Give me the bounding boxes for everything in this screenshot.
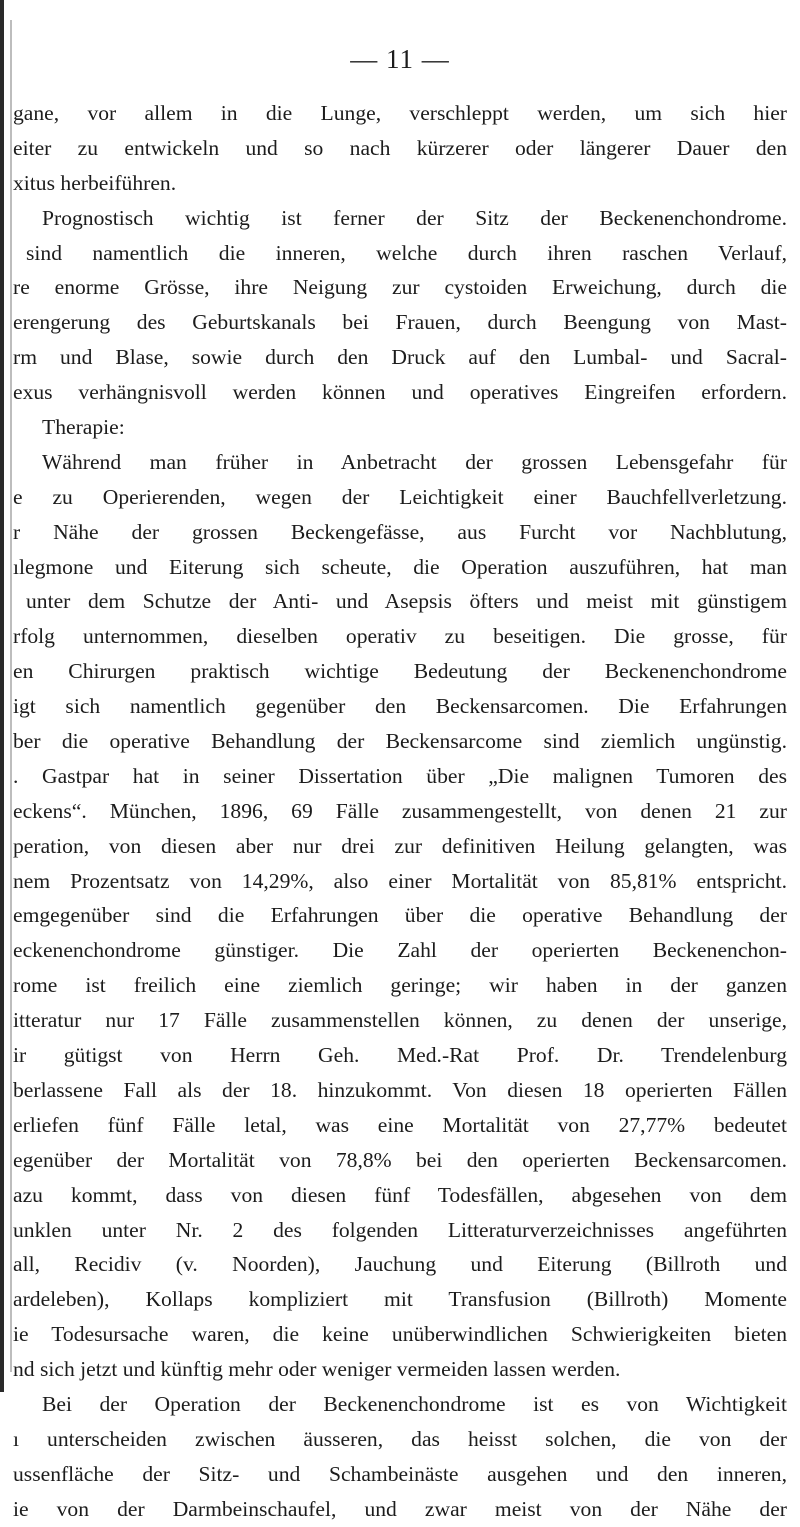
text-line: xitus herbeiführen. [13,170,177,195]
page-number-header: — 11 — [350,44,450,74]
text-line: peration, von diesen aber nur drei zur definitiven Heilung gelangten, was [13,833,787,858]
text-line: e zu Operierenden, wegen der Leichtigkeit einer Bauchfellverletzung. [13,484,787,509]
text-line: Prognostisch wichtig ist ferner der Sitz der Beckenenchondrome. [42,205,787,230]
text-line: r Nähe der grossen Beckengefässe, aus Furcht vor Nachblutung, [13,519,787,544]
text-line: ussenfläche der Sitz- und Schambeinäste ausgehen und den inneren, [13,1461,787,1486]
text-line: exus verhängnisvoll werden können und operatives Eingreifen erfordern. [13,380,787,405]
text-line: erliefen fünf Fälle letal, was eine Mortalität von 27,77% bedeutet [13,1112,787,1137]
text-line: eckens“. München, 1896, 69 Fälle zusammengestellt, von denen 21 zur [13,798,787,823]
text-line: . Gastpar hat in seiner Dissertation über „Die malignen Tumoren des [13,763,787,788]
body-text [13,96,787,1527]
text-line: unter dem Schutze der Anti- und Asepsis öfters und meist mit günstigem [26,589,787,614]
page-gutter-shadow [10,20,12,1372]
text-line: ardeleben), Kollaps kompliziert mit Transfusion (Billroth) Momente [13,1287,787,1312]
text-line: eckenenchondrome günstiger. Die Zahl der operierten Beckenenchon- [13,938,787,963]
text-line: nem Prozentsatz von 14,29%, also einer Mortalität von 85,81% entspricht. [13,868,787,893]
text-line: igt sich namentlich gegenüber den Beckensarcomen. Die Erfahrungen [13,694,787,719]
text-line: ılegmone und Eiterung sich scheute, die Operation auszuführen, hat man [13,554,787,579]
text-line: emgegenüber sind die Erfahrungen über die operative Behandlung der [13,903,787,928]
text-line: erengerung des Geburtskanals bei Frauen, durch Beengung von Mast- [13,310,787,335]
text-line: eiter zu entwickeln und so nach kürzerer oder längerer Dauer den [13,135,787,160]
text-line: Während man früher in Anbetracht der grossen Lebensgefahr für [42,449,787,474]
text-line: rome ist freilich eine ziemlich geringe; wir haben in der ganzen [13,973,787,998]
text-line: Therapie: [42,415,125,440]
text-line: en Chirurgen praktisch wichtige Bedeutung der Beckenenchondrome [13,659,787,684]
text-line: re enorme Grösse, ihre Neigung zur cystoiden Erweichung, durch die [13,275,787,300]
text-line: ber die operative Behandlung der Beckensarcome sind ziemlich ungünstig. [13,729,787,754]
text-line: all, Recidiv (v. Noorden), Jauchung und Eiterung (Billroth und [13,1252,787,1277]
text-line: Bei der Operation der Beckenenchondrome ist es von Wichtigkeit [42,1391,787,1416]
text-line: gane, vor allem in die Lunge, verschleppt werden, um sich hier [13,101,787,125]
text-line: rfolg unternommen, dieselben operativ zu beseitigen. Die grosse, für [13,624,787,649]
text-line: berlassene Fall als der 18. hinzukommt. Von diesen 18 operierten Fällen [13,1077,787,1102]
text-line: itteratur nur 17 Fälle zusammenstellen können, zu denen der unserige, [13,1008,787,1033]
text-line: ı unterscheiden zwischen äusseren, das heisst solchen, die von der [13,1426,787,1451]
page-binding-edge [0,0,4,1392]
text-line: rm und Blase, sowie durch den Druck auf den Lumbal- und Sacral- [13,345,787,370]
text-line: ie Todesursache waren, die keine unüberwindlichen Schwierigkeiten bieten [13,1322,787,1347]
text-line: nd sich jetzt und künftig mehr oder weniger vermeiden lassen werden. [13,1357,621,1382]
text-line: sind namentlich die inneren, welche durch ihren raschen Verlauf, [26,240,787,265]
text-line: azu kommt, dass von diesen fünf Todesfällen, abgesehen von dem [13,1182,787,1207]
text-line: unklen unter Nr. 2 des folgenden Litteraturverzeichnisses angeführten [13,1217,787,1242]
text-line: ir gütigst von Herrn Geh. Med.-Rat Prof. Dr. Trendelenburg [13,1043,787,1068]
text-line: egenüber der Mortalität von 78,8% bei den operierten Beckensarcomen. [13,1147,787,1172]
text-line: ie von der Darmbeinschaufel, und zwar meist von der Nähe der [13,1496,787,1521]
